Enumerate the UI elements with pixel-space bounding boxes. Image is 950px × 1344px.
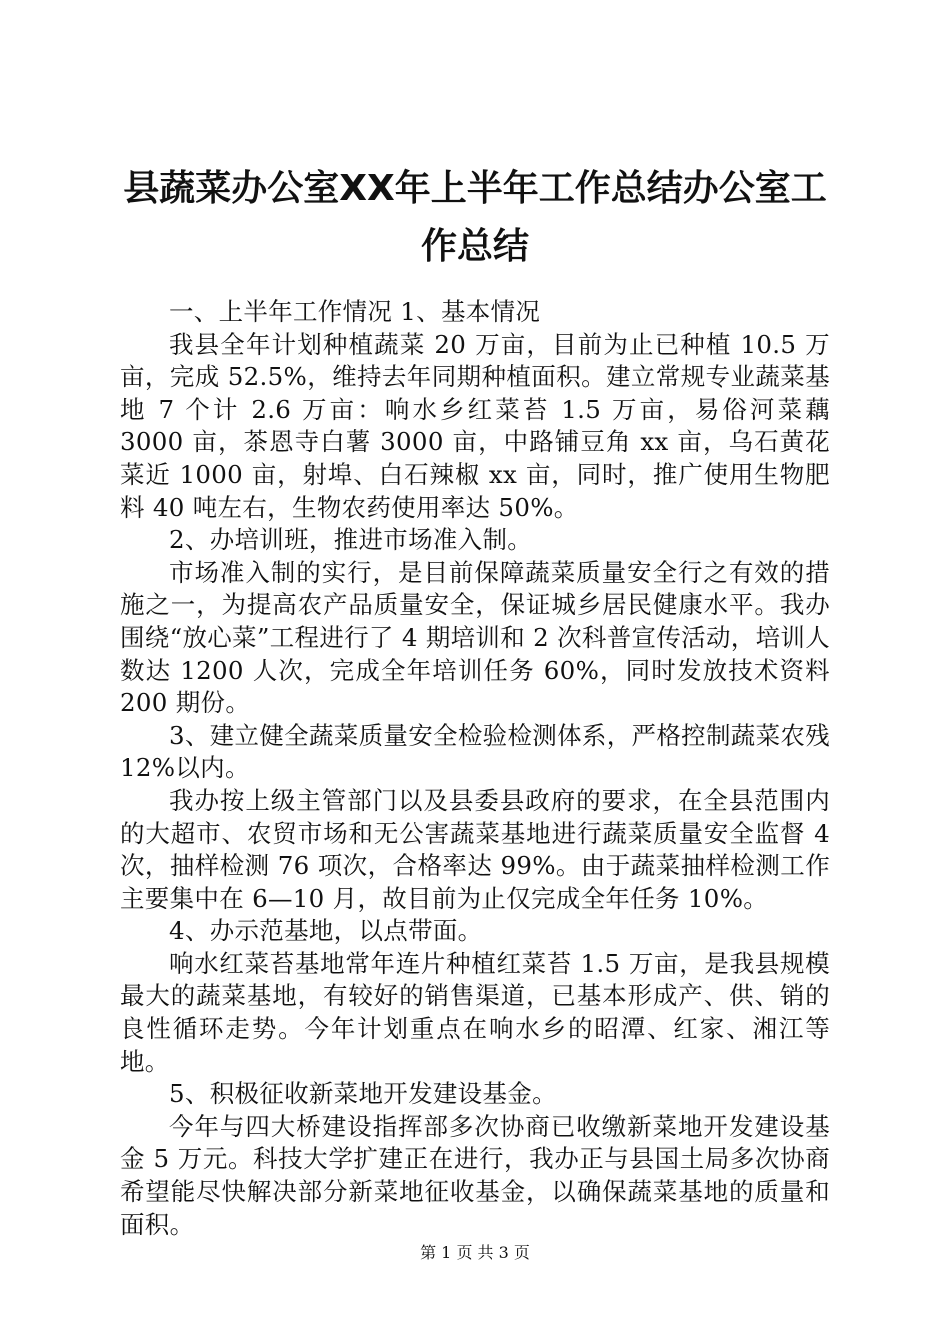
paragraph-fund: 今年与四大桥建设指挥部多次协商已收缴新菜地开发建设基金 5 万元。科技大学扩建正在进行，我办正与县国土局多次协商希望能尽快解决部分新菜地征收基金，以确保蔬菜基地的质量和面积。 (120, 1111, 830, 1239)
section-heading-2: 2、办培训班，推进市场准入制。 (169, 525, 533, 555)
paragraph-basic-situation: 我县全年计划种植蔬菜 20 万亩，目前为止已种植 10.5 万亩，完成 52.5%，维持去年同期种植面积。建立常规专业蔬菜基地 7 个计 2.6 万亩：响水乡红菜苔 1.5 万亩，易俗河菜藕 3000 亩，茶恩寺白薯 3000 亩，中路铺豆角 xx 亩，乌石黄花菜近 1000 亩，射埠、白石辣椒 xx 亩，同时，推广使用生物肥料 40 吨左右，生物农药使用率达 50%。 (120, 329, 830, 522)
paragraph-demo-base: 响水红菜苔基地常年连片种植红菜苔 1.5 万亩，是我县规模最大的蔬菜基地，有较好的销售渠道，已基本形成产、供、销的良性循环走势。今年计划重点在响水乡的昭潭、红家、湘江等地。 (120, 948, 830, 1076)
section-heading-3: 3、建立健全蔬菜质量安全检验检测体系，严格控制蔬菜农残 12%以内。 (120, 720, 830, 783)
page-footer: 第 1 页 共 3 页 (420, 1243, 530, 1262)
paragraph-training: 市场准入制的实行，是目前保障蔬菜质量安全行之有效的措施之一，为提高农产品质量安全，保证城乡居民健康水平。我办围绕“放心菜”工程进行了 4 期培训和 2 次科普宣传活动，培训人数达 1200 人次，完成全年培训任务 60%，同时发放技术资料 200 期份。 (120, 557, 830, 718)
document-body (120, 296, 830, 1241)
paragraph-inspection: 我办按上级主管部门以及县委县政府的要求，在全县范围内的大超市、农贸市场和无公害蔬菜基地进行蔬菜质量安全监督 4 次，抽样检测 76 项次，合格率达 99%。由于蔬菜抽样检测工作主要集中在 6—10 月，故目前为止仅完成全年任务 10%。 (120, 785, 830, 913)
section-heading-4: 4、办示范基地，以点带面。 (169, 916, 483, 946)
section-heading-5: 5、积极征收新菜地开发建设基金。 (169, 1079, 557, 1109)
document-title: 县蔬菜办公室XX年上半年工作总结办公室工作总结 (123, 168, 827, 267)
section-heading-1: 一、上半年工作情况 1、基本情况 (169, 297, 541, 326)
